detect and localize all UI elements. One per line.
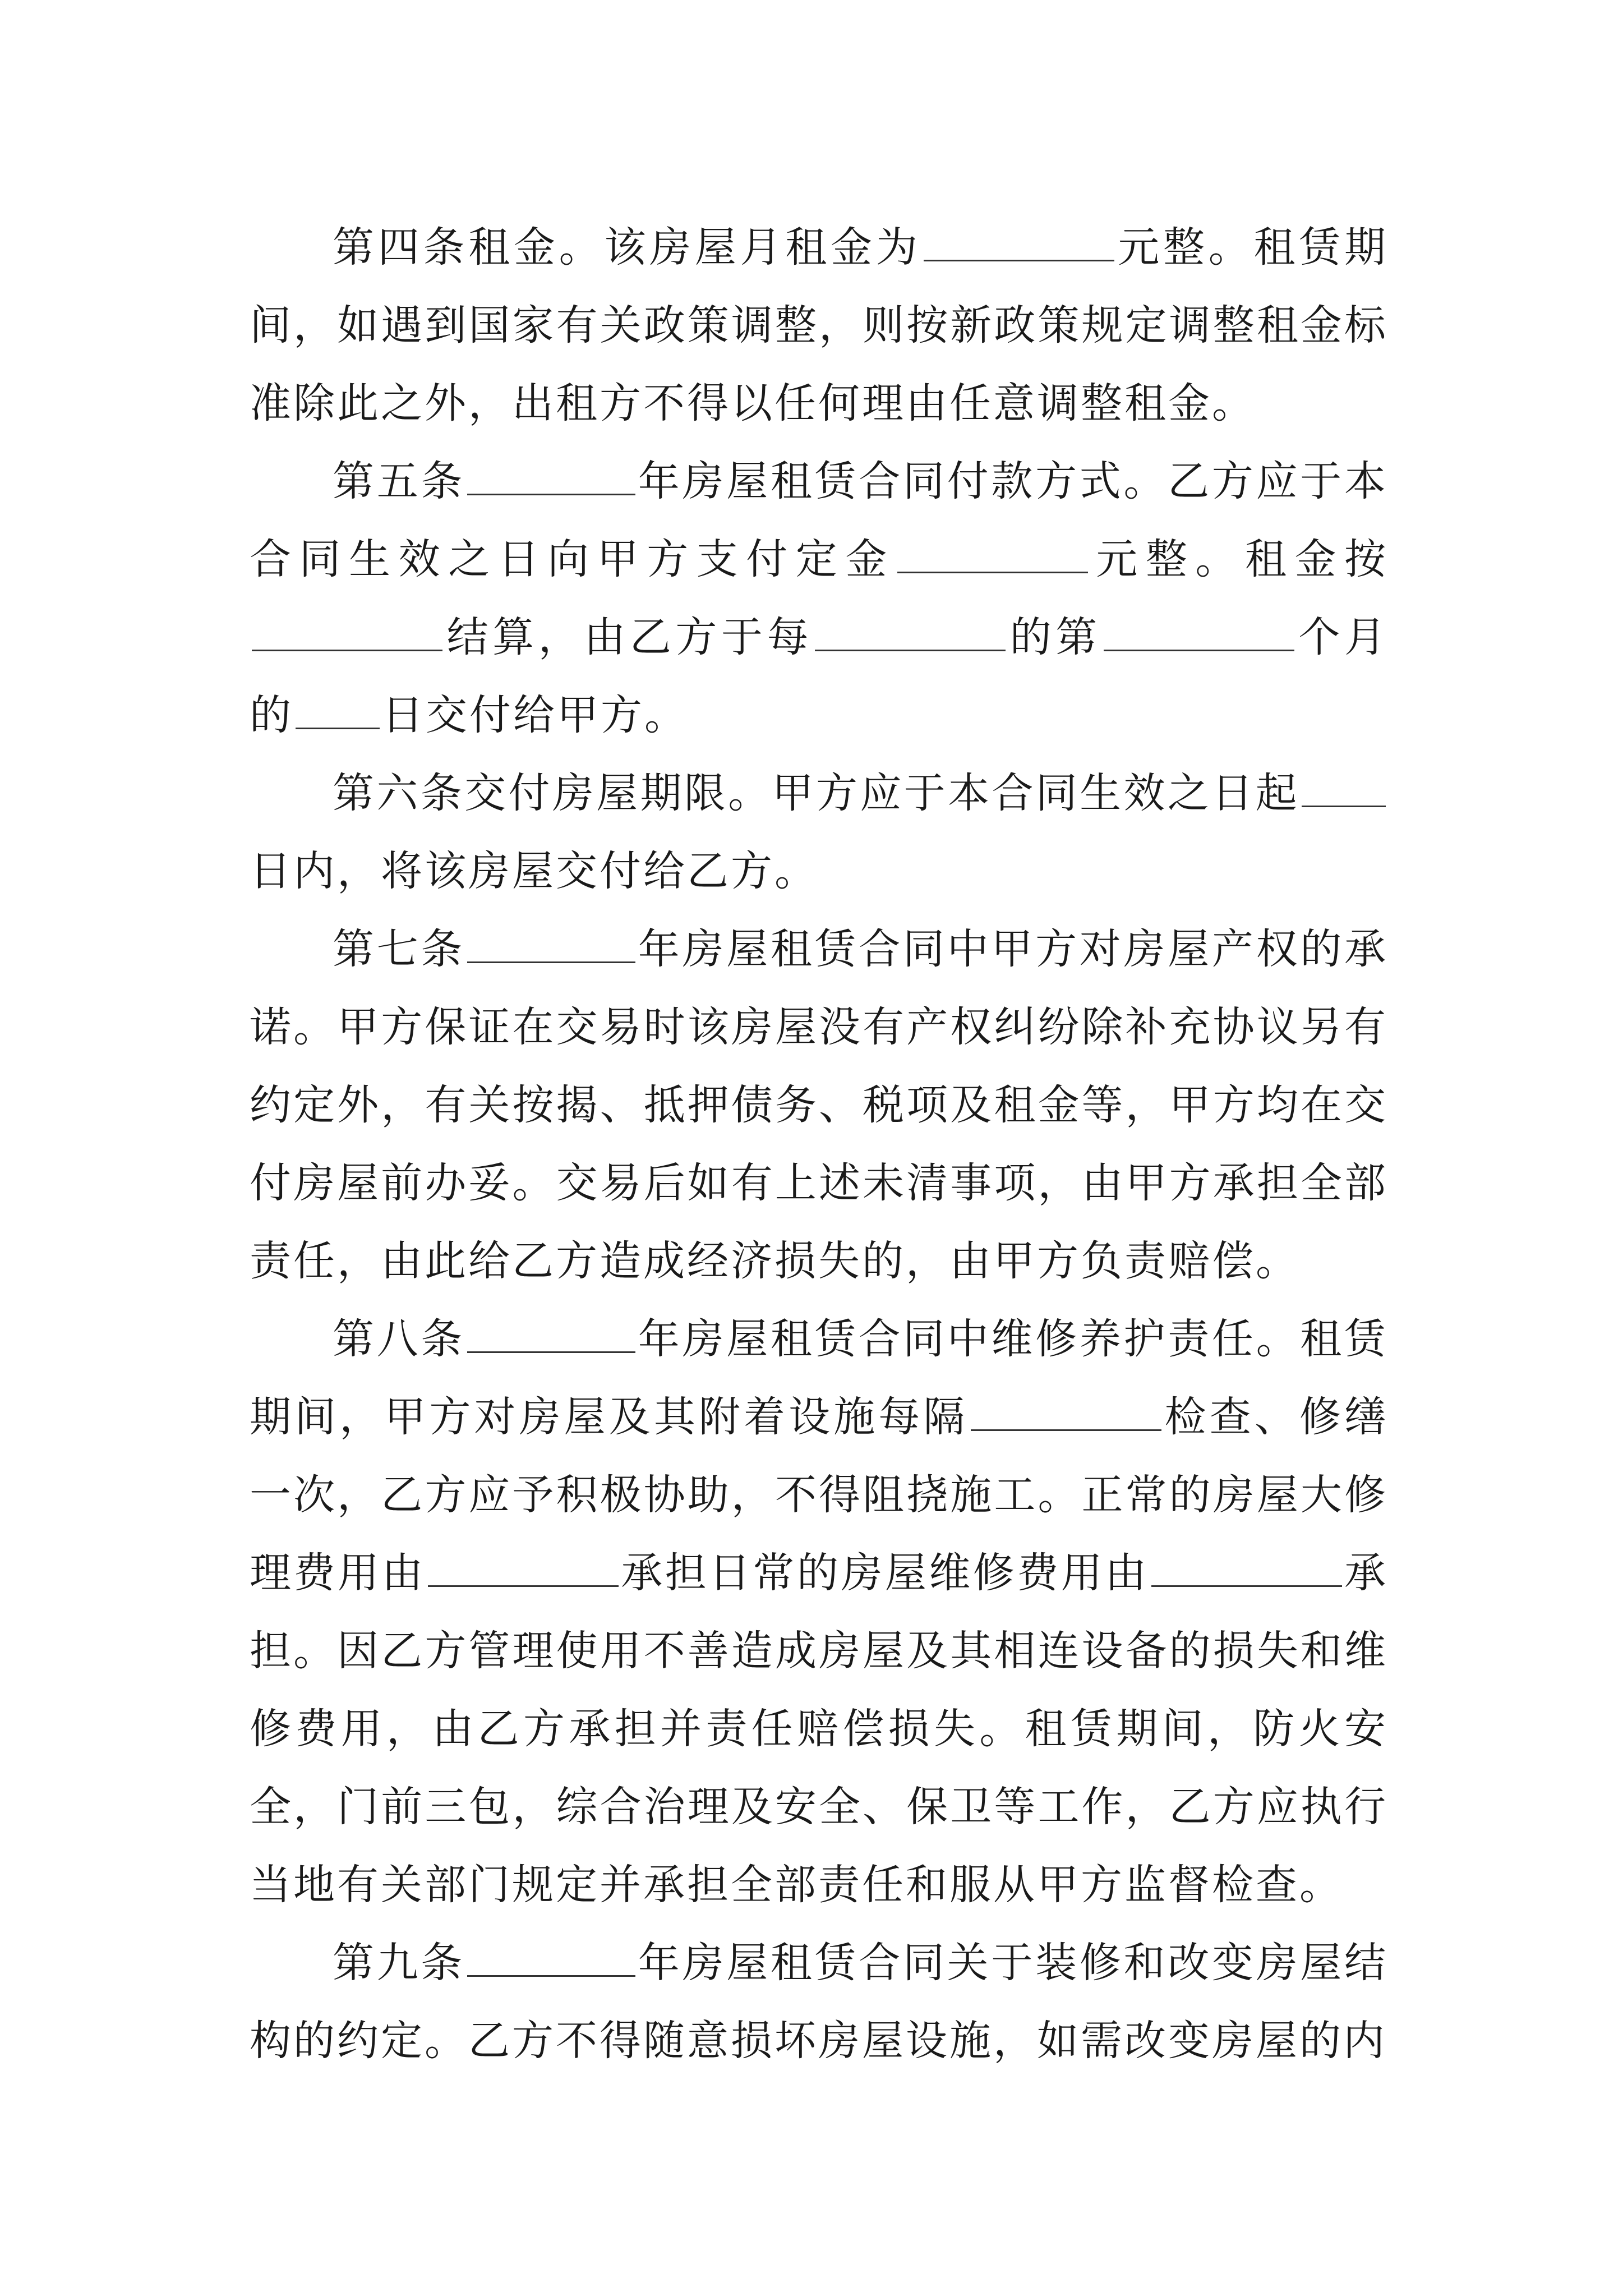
paragraph-text: 承担日常的房屋维修费用由	[620, 1549, 1149, 1597]
fill-in-blank	[924, 220, 1114, 261]
paragraph-text: 检查、修缮一次，乙方应予积极协助，不得阻挠施工。正常的房屋大修理费用由	[250, 1393, 1389, 1597]
fill-in-blank	[1302, 766, 1386, 807]
paragraph-text: 第九条	[333, 1939, 465, 1987]
article-8-paragraph	[250, 1300, 1388, 1924]
paragraph-text: 日内，将该房屋交付给乙方。	[250, 847, 818, 895]
paragraph-text: 第八条	[333, 1315, 465, 1363]
article-6-paragraph	[250, 754, 1388, 910]
paragraph-text: 第六条交付房屋期限。甲方应于本合同生效之日起	[333, 769, 1299, 817]
article-4-paragraph	[250, 209, 1388, 443]
paragraph-text: 第七条	[333, 925, 465, 973]
fill-in-blank	[897, 532, 1088, 573]
paragraph-text: 年房屋租赁合同关于装修和改变房屋结构的约定。乙方不得随意损坏房屋设施，如需改变房屋的内	[250, 1939, 1389, 2065]
paragraph-text: 第四条租金。该房屋月租金为	[333, 223, 921, 272]
paragraph-text: 日交付给甲方。	[382, 691, 688, 739]
paragraph-text: 的第	[1008, 613, 1101, 661]
article-7-paragraph	[250, 910, 1388, 1300]
fill-in-blank	[1104, 610, 1294, 651]
fill-in-blank	[467, 1312, 635, 1353]
fill-in-blank	[467, 1936, 635, 1977]
article-5-paragraph	[250, 443, 1388, 754]
paragraph-text: 年房屋租赁合同付款方式。乙方应于本合同生效之日向甲方支付定金	[250, 457, 1389, 583]
fill-in-blank	[971, 1390, 1161, 1431]
paragraph-text: 个月的	[250, 613, 1389, 739]
paragraph-text: 承担。因乙方管理使用不善造成房屋及其相连设备的损失和维修费用，由乙方承担并责任赔偿损失。租赁期间，防火安全，门前三包，综合治理及安全、保卫等工作，乙方应执行当地有关部门规定并承担全部责任和服从甲方监督检查。	[250, 1549, 1389, 1909]
fill-in-blank	[815, 610, 1006, 651]
fill-in-blank	[467, 922, 635, 963]
contract-body	[250, 209, 1388, 2080]
article-9-paragraph	[250, 1924, 1388, 2080]
paragraph-text: 年房屋租赁合同中维修养护责任。租赁期间，甲方对房屋及其附着设施每隔	[250, 1315, 1389, 1441]
paragraph-text: 元整。租金按	[1090, 535, 1389, 583]
paragraph-text: 元整。租赁期间，如遇到国家有关政策调整，则按新政策规定调整租金标准除此之外，出租方不得以任何理由任意调整租金。	[250, 223, 1388, 427]
fill-in-blank	[296, 688, 380, 729]
fill-in-blank	[1151, 1546, 1342, 1587]
fill-in-blank	[252, 610, 442, 651]
fill-in-blank	[428, 1546, 619, 1587]
paragraph-text: 第五条	[333, 457, 465, 505]
fill-in-blank	[467, 454, 635, 495]
paragraph-text: 年房屋租赁合同中甲方对房屋产权的承诺。甲方保证在交易时该房屋没有产权纠纷除补充协议另有约定外，有关按揭、抵押债务、税项及租金等，甲方均在交付房屋前办妥。交易后如有上述未清事项，由甲方承担全部责任，由此给乙方造成经济损失的，由甲方负责赔偿。	[250, 925, 1389, 1285]
paragraph-text: 结算，由乙方于每	[445, 613, 813, 661]
